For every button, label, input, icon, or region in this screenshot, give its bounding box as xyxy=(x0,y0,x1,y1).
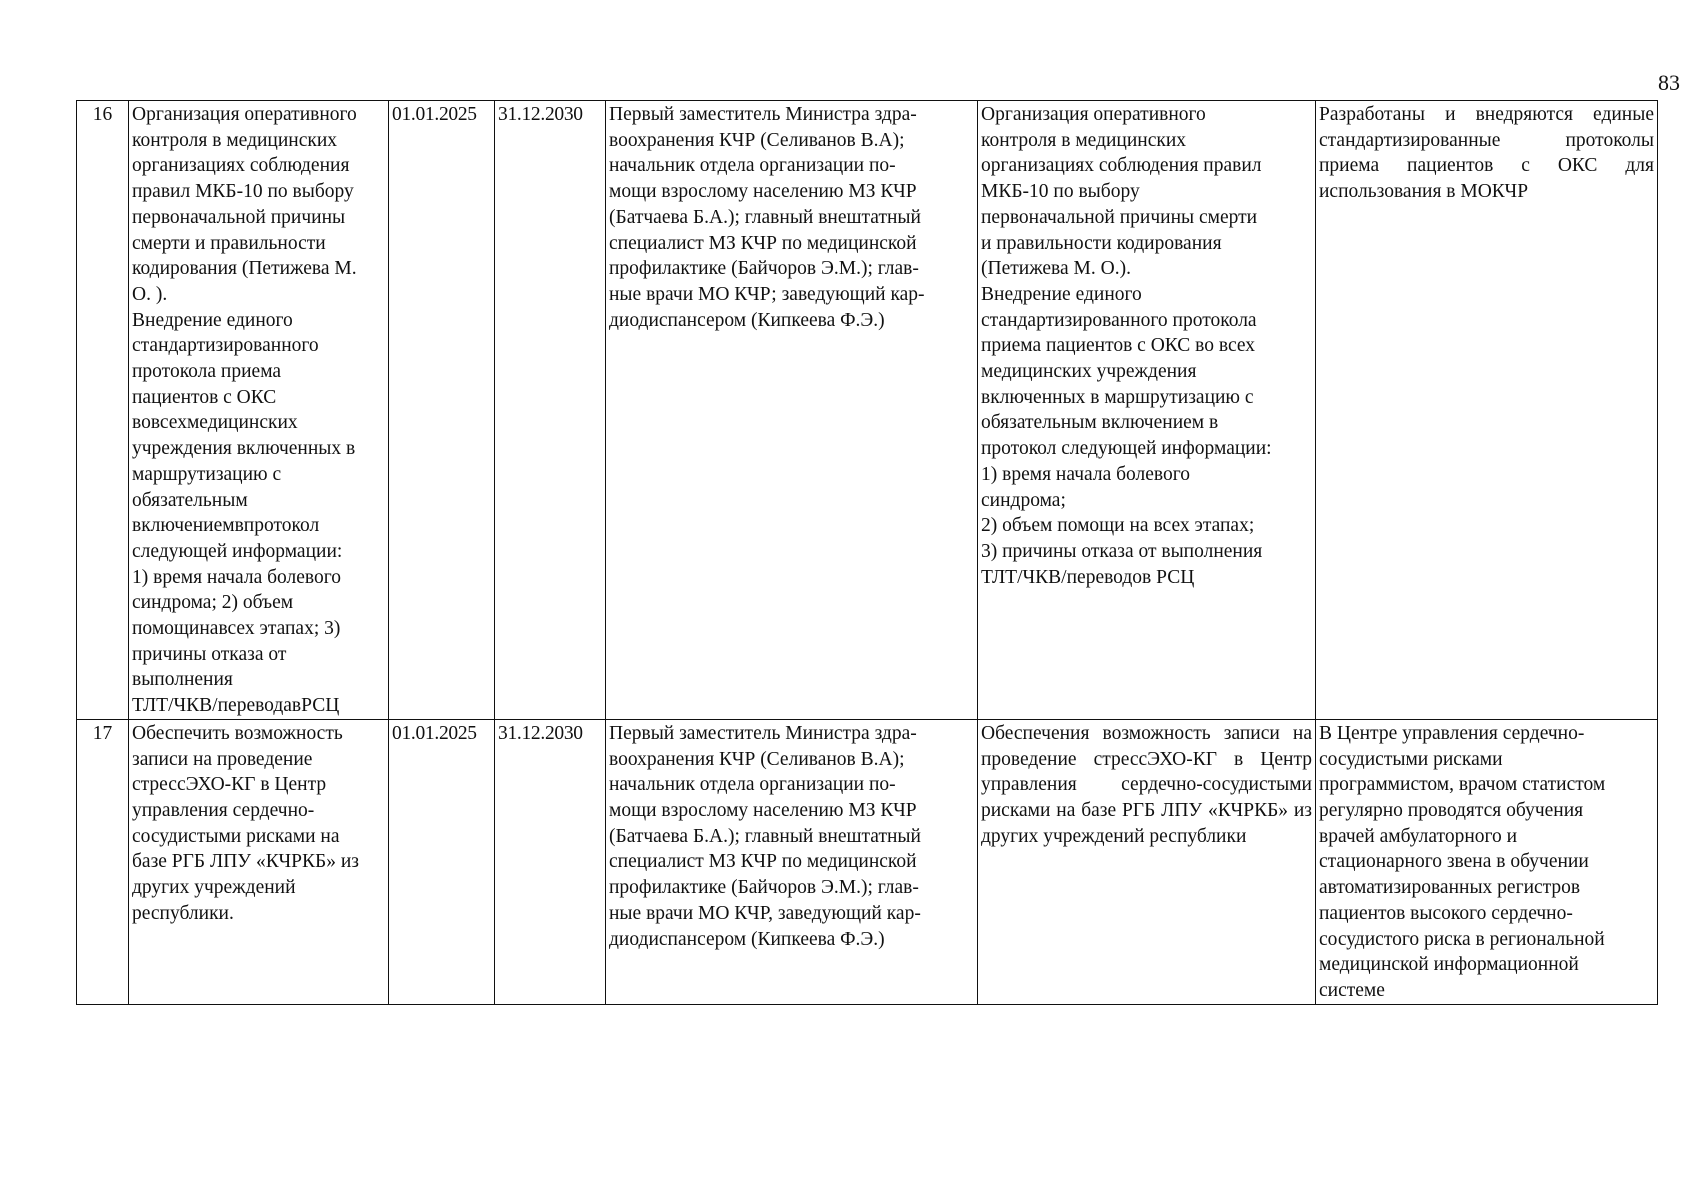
table-row xyxy=(77,101,1658,720)
end-date-cell xyxy=(495,719,606,1004)
row-number: 17 xyxy=(92,722,113,744)
row-number-cell xyxy=(77,719,129,1004)
result-cell xyxy=(978,719,1316,1004)
end-date-cell xyxy=(495,101,606,720)
responsible-cell xyxy=(606,719,978,1004)
outcome-text: В Центре управления сердечно- сосудистыми рисками программистом, врачом статистом регулярно проводятся обучения врачей амбулаторного и стационарного звена в обучении автоматизированных регистров пациентов высокого сердечно- сосудистого риска в региональной медицинской информационной системе xyxy=(1319,722,1606,1001)
result-text: Обеспечения возможность записи на проведение стрессЭХО-КГ в Центр управления сердечно-сосудистыми рисками на базе РГБ ЛПУ «КЧРКБ» из других учреждений республики xyxy=(981,722,1312,847)
outcome-cell xyxy=(1316,719,1658,1004)
result-cell xyxy=(978,101,1316,720)
start-date: 01.01.2025 xyxy=(392,722,477,744)
end-date: 31.12.2030 xyxy=(498,722,583,744)
activity-text: Организация оперативного контроля в медицинских организациях соблюдения правил МКБ-10 по выбору первоначальной причины смерти и правильности кодирования (Петижева М. О. ). Внедрение единого стандартизированного протокола приема пациентов с ОКС вовсехмедицинских учреждения включенных в маршрутизацию с обязательным включениемвпротокол следующей информации: 1) время начала болевого синдрома; 2) объем помощинавсех этапах; 3) причины отказа от выполнения ТЛТ/ЧКВ/переводавРСЦ xyxy=(132,104,357,717)
responsible-text: Первый заместитель Министра здра- воохранения КЧР (Селиванов В.А); начальник отдела организации по- мощи взрослому населению МЗ КЧР (Батчаева Б.А.); главный внештатный специалист МЗ КЧР по медицинской профилактике (Байчоров Э.М.); глав- ные врачи МО КЧР; заведующий кар- диодиспансером (Кипкеева Ф.Э.) xyxy=(609,104,925,331)
result-text: Организация оперативного контроля в медицинских организациях соблюдения правил МКБ-10 по выбору первоначальной причины смерти и правильности кодирования (Петижева М. О.). Внедрение единого стандартизированного протокола приема пациентов с ОКС во всех медицинских учреждения включенных в маршрутизацию с обязательным включением в протокол следующей информации: 1) время начала болевого синдрома; 2) объем помощи на всех этапах; 3) причины отказа от выполнения ТЛТ/ЧКВ/переводов РСЦ xyxy=(981,104,1272,588)
row-number-cell xyxy=(77,101,129,720)
start-date-cell xyxy=(389,101,495,720)
outcome-text: Разработаны и внедряются единые стандартизированные протоколы приема пациентов с ОКС для использования в МОКЧР xyxy=(1319,104,1654,203)
responsible-text: Первый заместитель Министра здра- воохранения КЧР (Селиванов В.А); начальник отдела организации по- мощи взрослому населению МЗ КЧР (Батчаева Б.А.); главный внештатный специалист МЗ КЧР по медицинской профилактике (Байчоров Э.М.); глав- ные врачи МО КЧР, заведующий кар- диодиспансером (Кипкеева Ф.Э.) xyxy=(609,722,921,950)
page-number: 83 xyxy=(1658,70,1680,95)
measures-table xyxy=(76,100,1658,1005)
activity-text: Обеспечить возможность записи на проведение стрессЭХО-КГ в Центр управления сердечно- сосудистыми рисками на базе РГБ ЛПУ «КЧРКБ» из других учреждений республики. xyxy=(132,722,359,924)
row-number: 16 xyxy=(92,104,113,125)
responsible-cell xyxy=(606,101,978,720)
activity-cell xyxy=(129,101,389,720)
start-date-cell xyxy=(389,719,495,1004)
activity-cell xyxy=(129,719,389,1004)
table-row xyxy=(77,719,1658,1004)
end-date: 31.12.2030 xyxy=(498,104,583,125)
start-date: 01.01.2025 xyxy=(392,104,477,125)
outcome-cell xyxy=(1316,101,1658,720)
